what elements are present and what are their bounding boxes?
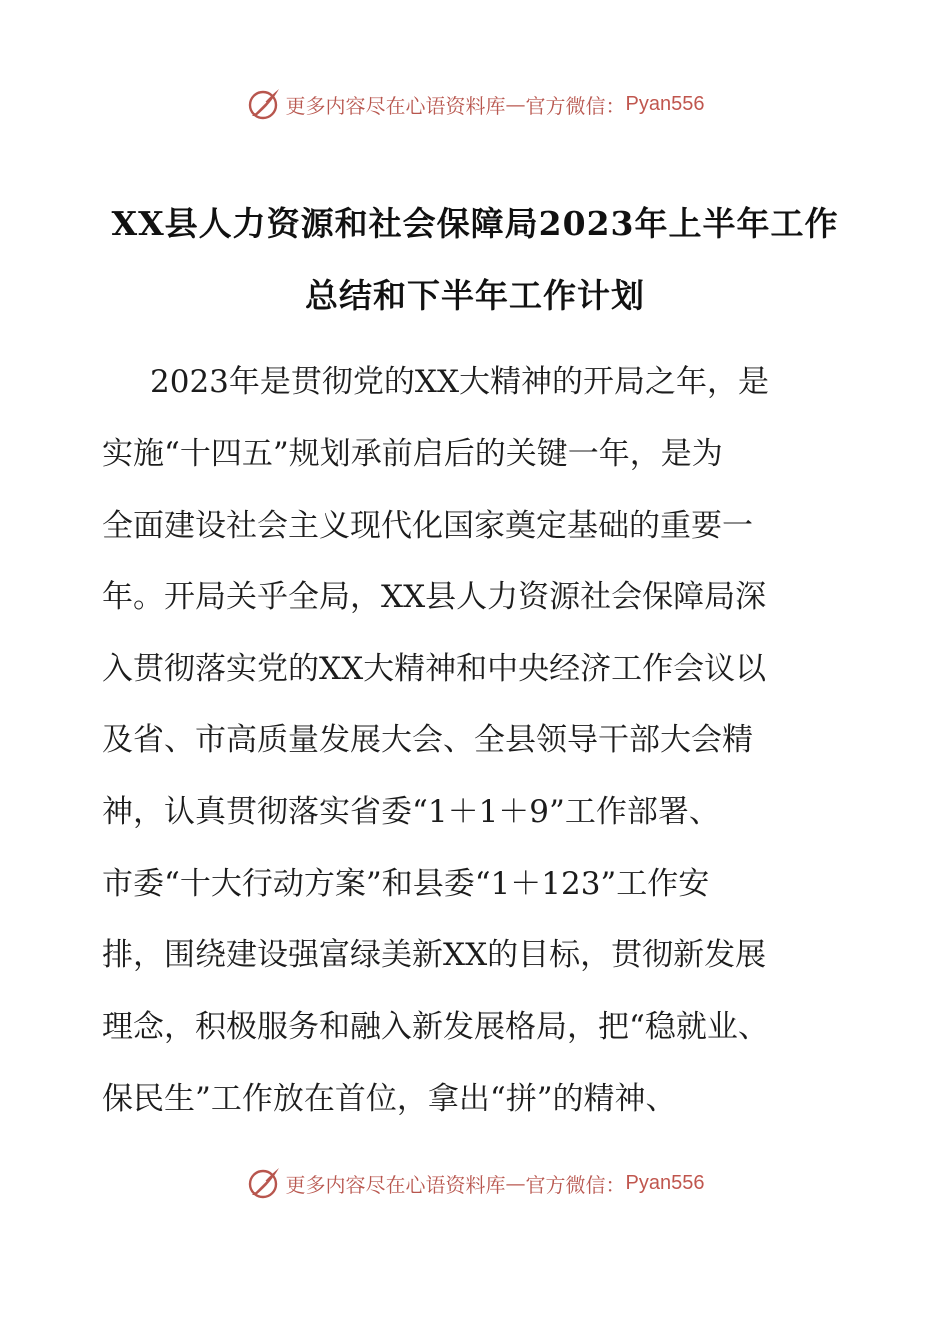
body-line-6: 及省、市高质量发展大会、全县领导干部大会精 (102, 722, 753, 758)
banner-wechat-label: 官方微信： (525, 93, 626, 118)
quill-pen-logo-icon (246, 86, 282, 122)
header-watermark-banner (0, 84, 950, 124)
body-line-2: 实施“十四五”规划承前启后的关键一年，是为 (102, 436, 723, 472)
footer-watermark-banner (0, 1163, 950, 1203)
body-line-1: 2023年是贯彻党的XX大精神的开局之年，是 (150, 364, 770, 400)
banner-slogan: 更多内容尽在心语资料库 (285, 93, 506, 118)
quill-pen-logo-icon (246, 1165, 282, 1201)
banner-dash: — (505, 92, 526, 116)
document-title-line-1: XX县人力资源和社会保障局2023年上半年工作 (111, 204, 839, 243)
body-line-10: 理念，积极服务和融入新发展格局，把“稳就业、 (102, 1009, 769, 1045)
body-line-8: 市委“十大行动方案”和县委“1＋123”工作安 (102, 866, 710, 902)
banner-wechat-id: Pyan556 (625, 92, 705, 115)
body-line-9: 排，围绕建设强富绿美新XX的目标，贯彻新发展 (102, 937, 767, 973)
banner-wechat-id: Pyan556 (625, 1171, 705, 1194)
banner-wechat-label: 官方微信： (525, 1172, 626, 1197)
banner-slogan: 更多内容尽在心语资料库 (285, 1172, 506, 1197)
body-line-7: 神，认真贯彻落实省委“1＋1＋9”工作部署、 (102, 794, 720, 830)
body-line-5: 入贯彻落实党的XX大精神和中央经济工作会议以 (102, 651, 767, 687)
body-line-3: 全面建设社会主义现代化国家奠定基础的重要一 (102, 508, 753, 544)
banner-dash: — (505, 1171, 526, 1195)
body-line-4: 年。开局关乎全局，XX县人力资源社会保障局深 (102, 579, 767, 615)
document-title-line-2: 总结和下半年工作计划 (305, 276, 645, 315)
body-line-11: 保民生”工作放在首位，拿出“拼”的精神、 (102, 1081, 677, 1117)
